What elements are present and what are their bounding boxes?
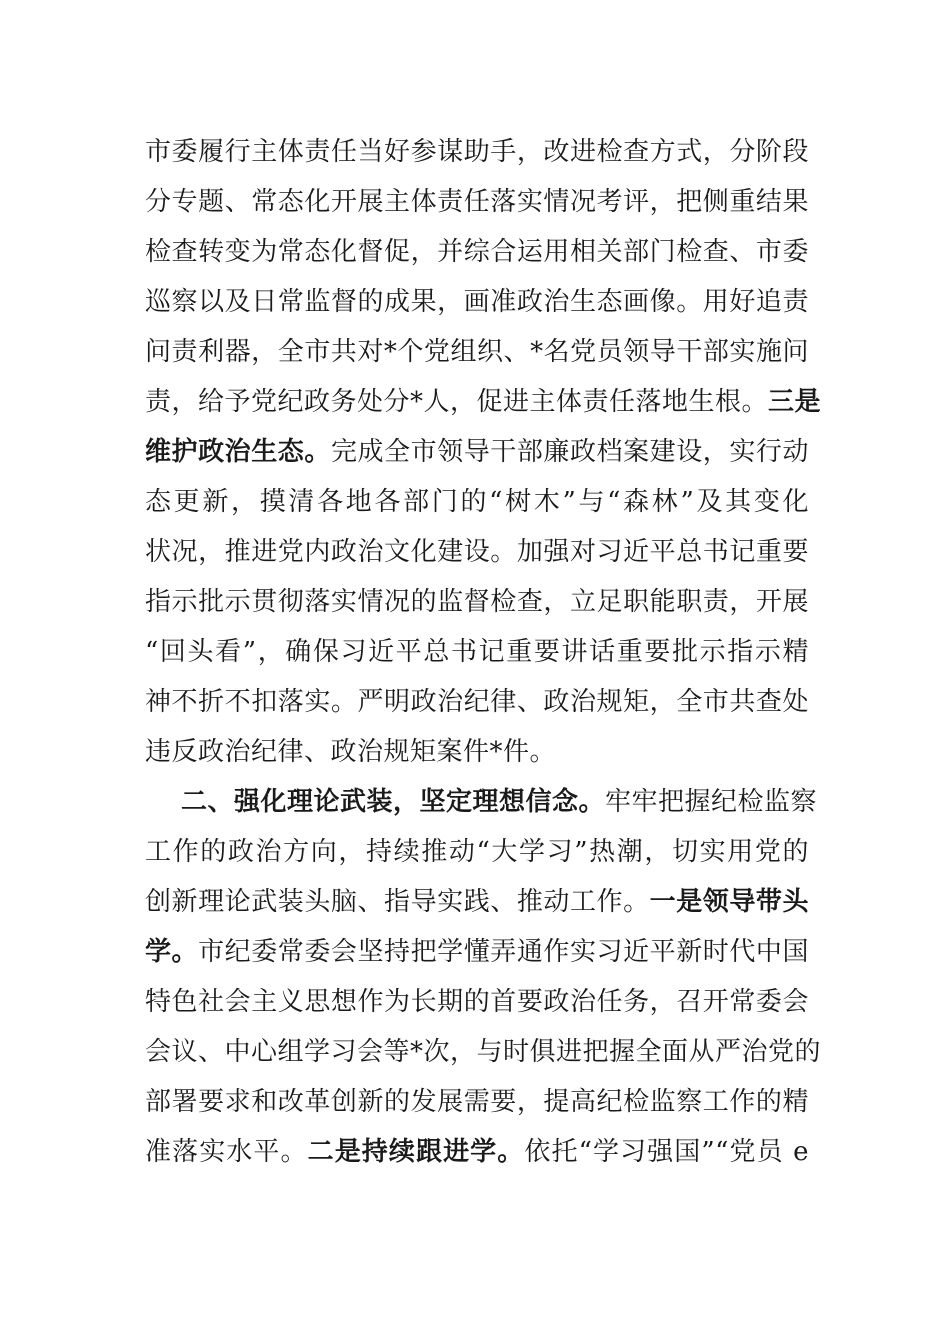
bold-text-run: 维护政治生态。 <box>145 437 331 467</box>
text-run: 部署要求和改革创新的发展需要，提高纪检监察工作的精 <box>145 1087 809 1117</box>
text-run: 巡察以及日常监督的成果，画准政治生态画像。用好追责 <box>145 287 809 317</box>
paragraph-1 <box>145 127 822 777</box>
text-run: 依托“学习强国”“党员 e <box>524 1137 809 1167</box>
text-line <box>145 427 809 477</box>
text-line <box>145 677 809 727</box>
text-line <box>145 377 822 427</box>
text-run: 创新理论武装头脑、指导实践、推动工作。 <box>145 887 650 917</box>
text-line <box>145 277 809 327</box>
text-line <box>145 877 809 927</box>
text-line <box>145 927 809 977</box>
bold-text-run: 一是领导带头 <box>649 887 809 917</box>
text-line <box>145 727 809 777</box>
text-line <box>145 1127 809 1177</box>
text-run: 分专题、常态化开展主体责任落实情况考评，把侧重结果 <box>145 187 809 217</box>
text-run: 市纪委常委会坚持把学懂弄通作实习近平新时代中国 <box>198 937 809 967</box>
text-run: 会议、中心组学习会等*次，与时俱进把握全面从严治党的 <box>145 1037 822 1067</box>
text-line <box>145 227 809 277</box>
text-run: 指示批示贯彻落实情况的监督检查，立足职能职责，开展 <box>145 587 809 617</box>
text-run: 神不折不扣落实。严明政治纪律、政治规矩，全市共查处 <box>145 687 809 717</box>
text-run: 准落实水平。 <box>145 1137 308 1167</box>
text-line <box>145 477 809 527</box>
bold-text-run: 三是 <box>768 387 822 417</box>
text-line <box>145 777 818 827</box>
text-run: 违反政治纪律、政治规矩案件*件。 <box>145 737 557 767</box>
text-line <box>145 327 809 377</box>
text-run: 责，给予党纪政务处分*人，促进主体责任落地生根。 <box>145 387 769 417</box>
bold-text-run: 二是持续跟进学。 <box>307 1137 525 1167</box>
text-line <box>145 1027 822 1077</box>
text-run: 检查转变为常态化督促，并综合运用相关部门检查、市委 <box>145 237 809 267</box>
paragraph-2 <box>145 777 822 1177</box>
text-line <box>145 627 809 677</box>
text-run: 工作的政治方向，持续推动“大学习”热潮，切实用党的 <box>145 837 809 867</box>
text-run: “回头看”，确保习近平总书记重要讲话重要批示指示精 <box>145 637 809 667</box>
text-line <box>145 977 809 1027</box>
section-heading: 二、强化理论武装，坚定理想信念。 <box>181 787 606 817</box>
text-run: 问责利器，全市共对*个党组织、*名党员领导干部实施问 <box>145 337 809 367</box>
text-run: 特色社会主义思想作为长期的首要政治任务，召开常委会 <box>145 987 809 1017</box>
text-run: 牢牢把握纪检监察 <box>605 787 818 817</box>
text-line <box>145 827 809 877</box>
text-line <box>145 127 809 177</box>
text-line <box>145 1077 809 1127</box>
text-run: 态更新，摸清各地各部门的“树木”与“森林”及其变化 <box>145 487 809 517</box>
bold-text-run: 学。 <box>145 937 199 967</box>
text-line <box>145 177 809 227</box>
text-run: 完成全市领导干部廉政档案建设，实行动 <box>330 437 809 467</box>
text-line <box>145 577 809 627</box>
text-line <box>145 527 809 577</box>
text-run: 状况，推进党内政治文化建设。加强对习近平总书记重要 <box>145 537 809 567</box>
text-run: 市委履行主体责任当好参谋助手，改进检查方式，分阶段 <box>145 137 809 167</box>
